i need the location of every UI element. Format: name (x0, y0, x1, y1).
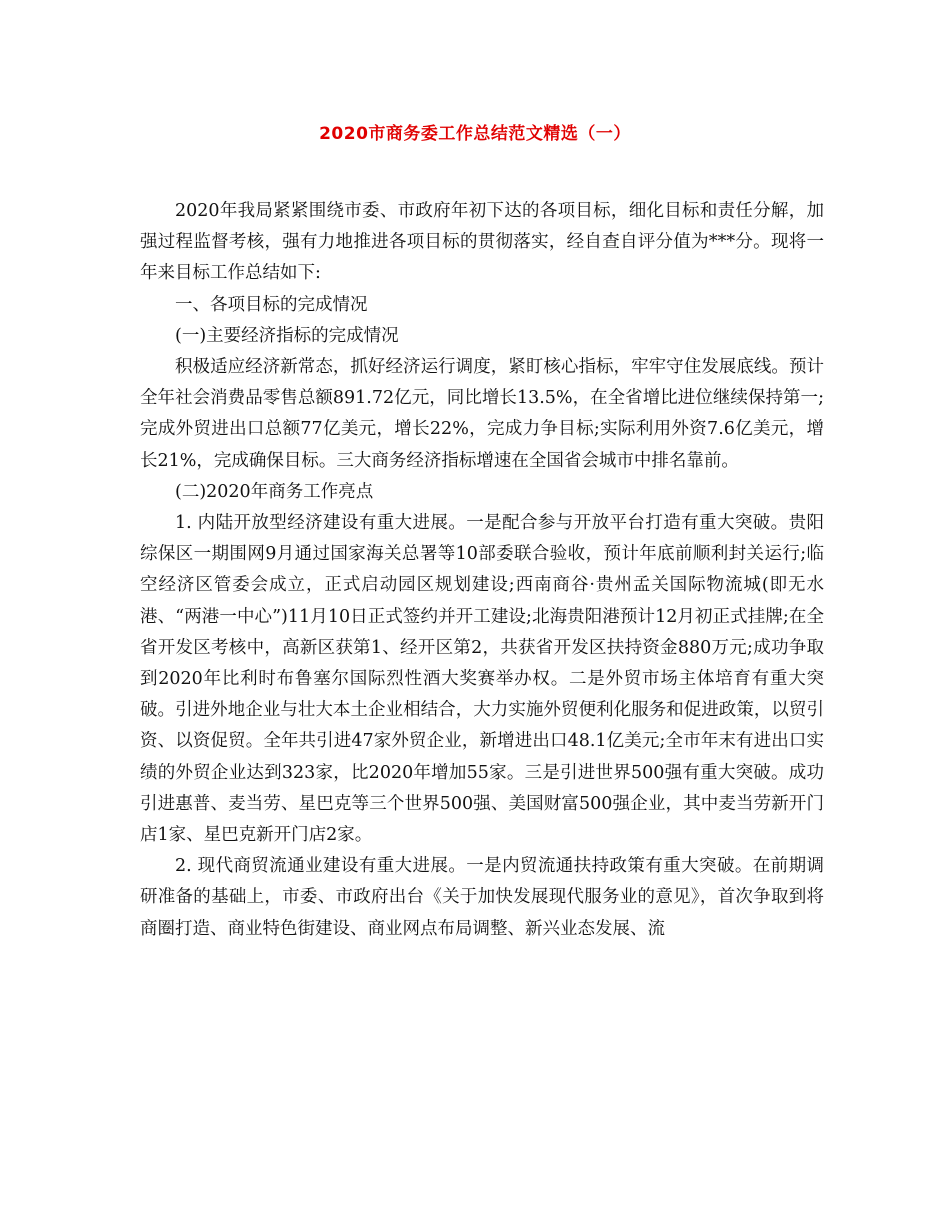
document-title: 2020市商务委工作总结范文精选（一） (319, 124, 631, 144)
paragraph-economic-indicators: 积极适应经济新常态，抓好经济运行调度，紧盯核心指标，牢牢守住发展底线。预计全年社会消费品零售总额891.72亿元，同比增长13.5%，在全省增比进位继续保持第一;完成外贸进出口总额77亿美元，增长22%，完成力争目标;实际利用外资7.6亿美元，增长21%，完成确保目标。三大商务经济指标增速在全国省会城市中排名靠前。 (140, 357, 824, 471)
document-body (140, 196, 824, 945)
paragraph-intro: 2020年我局紧紧围绕市委、市政府年初下达的各项目标，细化目标和责任分解，加强过程监督考核，强有力地推进各项目标的贯彻落实，经自查自评分值为***分。现将一年来目标工作总结如下: (140, 201, 824, 284)
section-heading-targets: 一、各项目标的完成情况 (175, 294, 368, 315)
subsection-heading-economic-indicators: (一)主要经济指标的完成情况 (175, 325, 399, 346)
subsection-heading-highlights: (二)2020年商务工作亮点 (175, 481, 374, 502)
paragraph-highlight-2: 2. 现代商贸流通业建设有重大进展。一是内贸流通扶持政策有重大突破。在前期调研准备的基础上，市委、市政府出台《关于加快发展现代服务业的意见》，首次争取到将商圈打造、商业特色街建设、商业网点布局调整、新兴业态发展、流 (140, 856, 824, 939)
paragraph-highlight-1: 1. 内陆开放型经济建设有重大进展。一是配合参与开放平台打造有重大突破。贵阳综保区一期围网9月通过国家海关总署等10部委联合验收，预计年底前顺利封关运行;临空经济区管委会成立，正式启动园区规划建设;西南商谷·贵州孟关国际物流城(即无水港、“两港一中心”)11月10日正式签约并开工建设;北海贵阳港预计12月初正式挂牌;在全省开发区考核中，高新区获第1、经开区第2，共获省开发区扶持资金880万元;成功争取到2020年比利时布鲁塞尔国际烈性酒大奖赛举办权。二是外贸市场主体培育有重大突破。引进外地企业与壮大本土企业相结合，大力实施外贸便利化服务和促进政策，以贸引资、以资促贸。全年共引进47家外贸企业，新增进出口48.1亿美元;全市年末有进出口实绩的外贸企业达到323家，比2020年增加55家。三是引进世界500强有重大突破。成功引进惠普、麦当劳、星巴克等三个世界500强、美国财富500强企业，其中麦当劳新开门店1家、星巴克新开门店2家。 (140, 513, 824, 846)
